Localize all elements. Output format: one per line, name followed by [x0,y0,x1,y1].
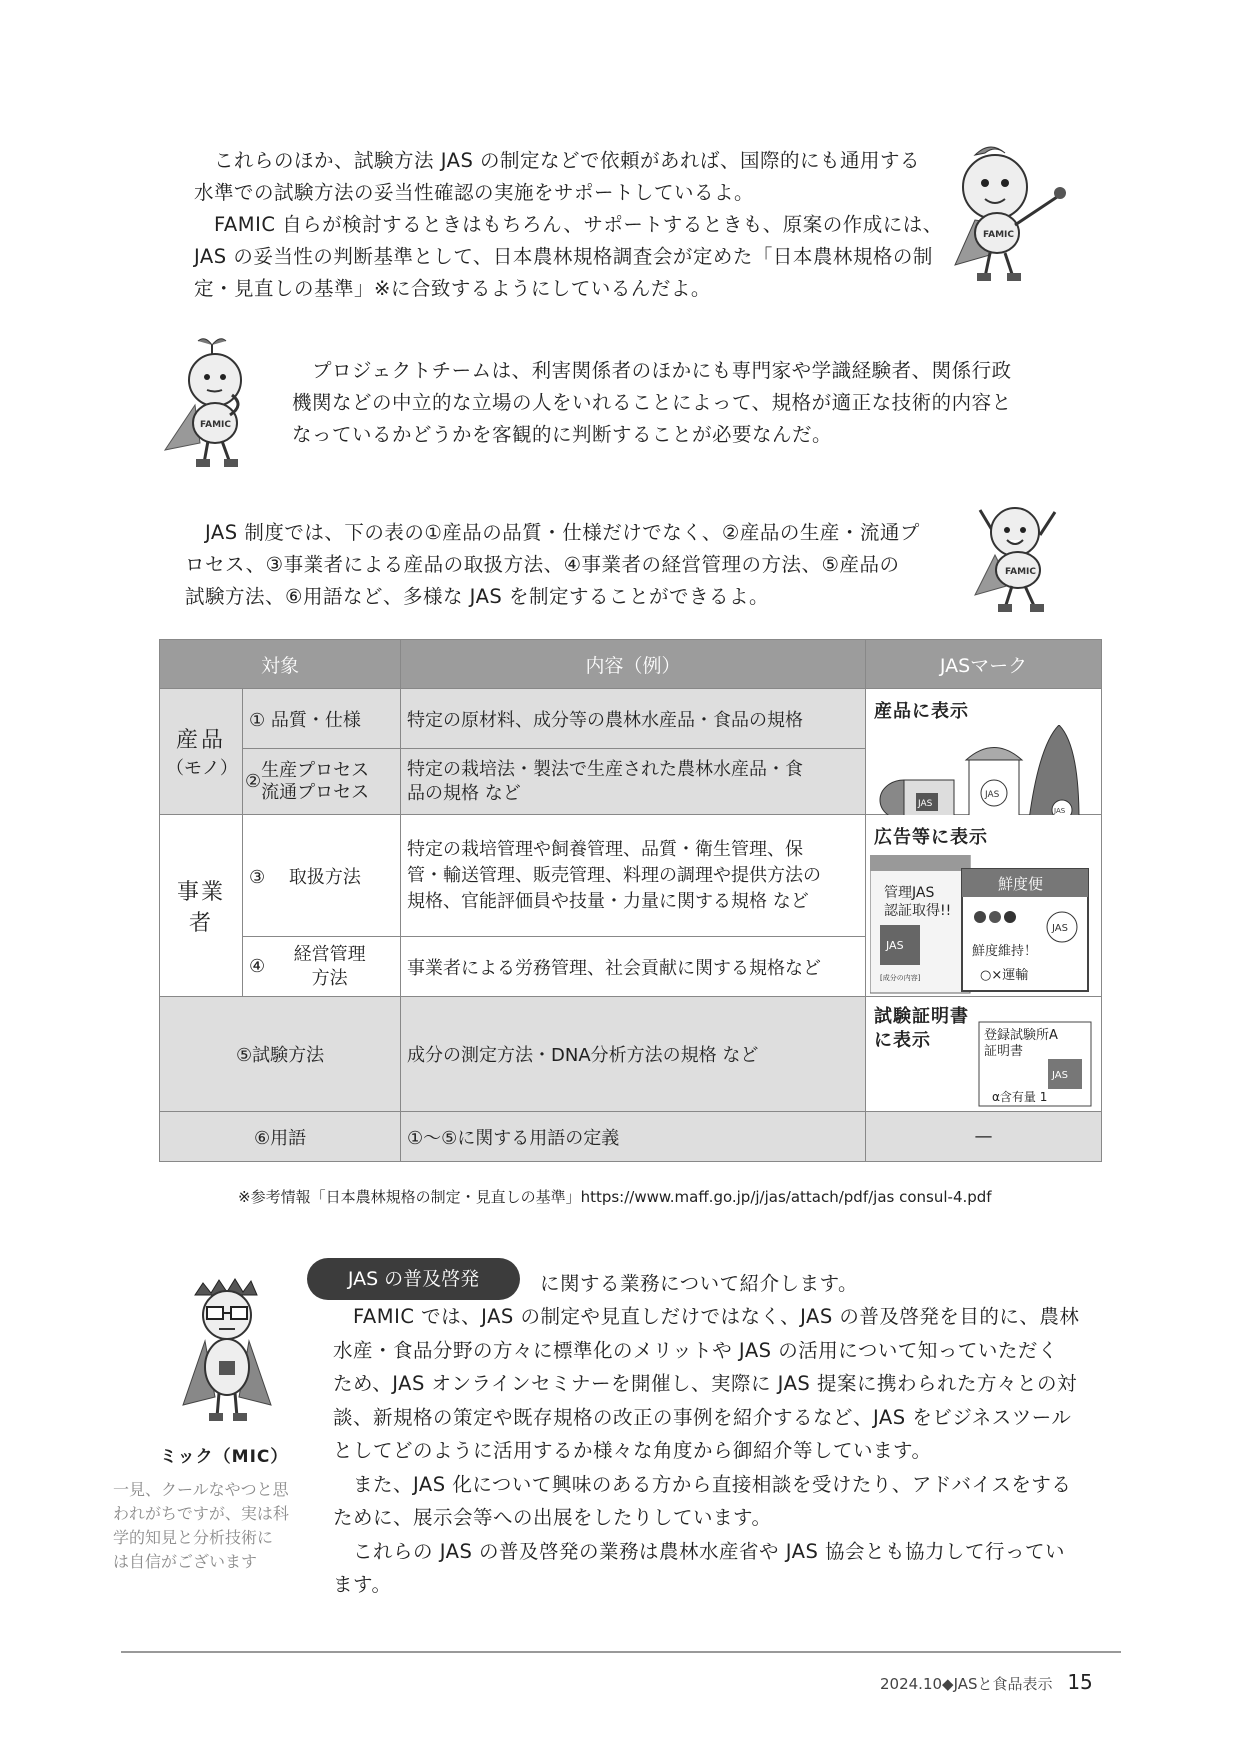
row5-label: ⑤試験方法 [160,997,401,1112]
row4-label [243,937,401,997]
advertisement-illustration [870,855,1096,997]
page-number: 15 [1067,1670,1093,1694]
mic-desc-line: は自信がございます [113,1552,258,1571]
row3-label [243,815,401,937]
products-mark-cell [866,689,1102,815]
test-mark-cell [866,997,1102,1112]
mic-mascot [175,1275,285,1425]
jas-logo-text: JAS [918,799,933,809]
row1-content: 特定の原材料、成分等の農林水産品・食品の規格 [401,689,866,749]
text-line: プロジェクトチームは、利害関係者のほかにも専門家や学識経験者、関係行政 [312,359,1012,382]
row1-label: ① 品質・仕様 [243,689,401,749]
text-line: FAMIC 自らが検討するときはもちろん、サポートするときも、原案の作成には、 [214,213,943,236]
row3-content-b: 管・輸送管理、販売管理、料理の調理や提供方法の [407,864,822,886]
jas-logo-text: JAS [985,790,1000,800]
intro-paragraph-3 [185,517,920,613]
reference-note: ※参考情報「日本農林規格の制定・見直しの基準」https://www.maff.go.jp/j/jas/attach/pdf/jas consul-4.pdf [238,1188,992,1206]
section-after-pill: に関する業務について紹介します。 [540,1272,859,1295]
jas-types-table [159,639,1102,1162]
text-line: また、JAS 化について興味のある方から直接相談を受けたり、アドバイスをする [353,1472,1072,1496]
intro-paragraph-2 [292,355,1012,451]
products-illustration [874,725,1094,825]
group-products-label: 産品 [175,728,226,753]
row6-mark: — [866,1112,1102,1162]
row4-label-a: 経営管理 [293,943,366,965]
text-line: JAS 制度では、下の表の①産品の品質・仕様だけでなく、②産品の生産・流通プ [205,521,920,544]
certificate-illustration [978,1021,1092,1107]
row2-content [401,749,866,815]
row4-num: ④ [249,955,266,977]
products-mark-label: 産品に表示 [874,701,970,722]
text-line: 談、新規格の策定や既存規格の改正の事例を紹介するなど、JAS をビジネスツール [333,1405,1072,1429]
jas-logo-text: JAS [886,939,904,952]
row2-content-b: 品の規格 など [407,782,521,804]
row6-content: ①〜⑤に関する用語の定義 [401,1112,866,1162]
footer-date: 2024.10 [880,1675,943,1693]
intro-paragraph-1 [194,145,943,305]
mic-name: ミック（MIC） [160,1447,289,1467]
text-line: 水準での試験方法の妥当性確認の実施をサポートしているよ。 [194,181,755,204]
mic-desc-line: 学的知見と分析技術に [113,1528,274,1547]
ad-caption: [成分の内容] [880,974,921,982]
text-line: としてどのように活用するか様々な角度から御紹介等しています。 [333,1439,932,1462]
mic-desc-line: 一見、クールなやつと思 [113,1480,289,1499]
text-line: JAS の妥当性の判断基準として、日本農林規格調査会が定めた「日本農林規格の制 [194,245,933,268]
text-line: FAMIC では、JAS の制定や見直しだけではなく、JAS の普及啓発を目的に、農林 [353,1305,1080,1328]
text-line: これらの JAS の普及啓発の業務は農林水産省や JAS 協会とも協力して行ってい [353,1539,1066,1563]
row2-label-a: 生産プロセス [261,759,370,781]
header-mark: JASマーク [866,640,1102,689]
row3-label-text: 取扱方法 [288,866,361,888]
ad-text-b: 認証取得!! [884,903,952,919]
text-line: ため、JAS オンラインセミナーを開催し、実際に JAS 提案に携わられた方々との対 [333,1372,1077,1395]
row3-content [401,815,866,937]
row3-content-c: 規格、官能評価員や技量・力量に関する規格 など [407,890,809,912]
cert-text-b: 証明書 [984,1044,1024,1059]
row4-content: 事業者による労務管理、社会貢献に関する規格など [401,937,866,997]
text-line: 機関などの中立的な立場の人をいれることによって、規格が適正な技術的内容と [292,391,1012,414]
mic-description [113,1478,289,1574]
text-line: ます。 [333,1573,392,1596]
row2-num: ② [245,770,262,792]
row5-content: 成分の測定方法・DNA分析方法の規格 など [401,997,866,1112]
row2-label-b: 流通プロセス [261,781,370,803]
section-pill: JAS の普及啓発 [307,1258,520,1300]
row4-label-b: 方法 [311,967,348,989]
text-line: これらのほか、試験方法 JAS の制定などで依頼があれば、国際的にも通用する [214,149,921,172]
text-line: 試験方法、⑥用語など、多様な JAS を制定することができるよ。 [185,585,770,608]
header-content: 内容（例） [401,640,866,689]
text-line: 水産・食品分野の方々に標準化のメリットや JAS の活用について知っていただく [333,1338,1058,1362]
jas-logo-text: JAS [1054,807,1066,815]
footer-title: JASと食品表示 [953,1675,1053,1693]
ad-text-a: 管理JAS [884,885,935,901]
famic-mascot-cheering [960,500,1070,615]
footer-diamond: ◆ [942,1675,954,1693]
section-body [333,1300,1079,1602]
group-products-sub: （モノ） [166,758,238,779]
card-title: 鮮度便 [998,875,1044,893]
group-products [160,689,243,815]
business-mark-label: 広告等に表示 [874,827,989,848]
jas-logo-text: JAS [1052,923,1068,934]
row6-label: ⑥用語 [160,1112,401,1162]
row3-content-a: 特定の栽培管理や飼養管理、品質・衛生管理、保 [407,838,804,860]
text-line: なっているかどうかを客観的に判断することが必要なんだ。 [292,423,833,446]
mascot-label: FAMIC [983,230,1014,240]
cert-text-c: α含有量 1 [992,1090,1048,1104]
text-line: 定・見直しの基準」※に合致するようにしているんだよ。 [194,277,711,300]
footer-divider [121,1651,1121,1653]
card-text: 鮮度維持！ [972,944,1038,959]
group-business: 事業者 [160,815,243,997]
footer-info [880,1670,1093,1694]
web-ad [870,855,970,993]
business-mark-cell [866,815,1102,997]
text-line: ロセス、③事業者による産品の取扱方法、④事業者の経営管理の方法、⑤産品の [185,553,900,576]
mic-desc-line: われがちですが、実は科 [113,1504,289,1523]
famic-mascot-pointing [935,135,1070,285]
test-mark-label-b: に表示 [874,1030,932,1051]
row2-label [243,749,401,815]
header-target: 対象 [160,640,401,689]
cert-text-a: 登録試験所A [984,1028,1058,1043]
jas-logo-text: JAS [1052,1070,1068,1081]
test-mark-label-a: 試験証明書 [874,1006,970,1027]
mascot-label: FAMIC [1005,567,1036,577]
famic-mascot-thinking [160,335,270,470]
text-line: ために、展示会等への出展をしたりしています。 [333,1506,772,1529]
row2-content-a: 特定の栽培法・製法で生産された農林水産品・食 [407,758,804,780]
test-mark-label [874,1005,969,1053]
mascot-label: FAMIC [200,420,231,430]
row3-num: ③ [249,866,266,888]
card-text-2: ○×運輸 [980,968,1029,983]
